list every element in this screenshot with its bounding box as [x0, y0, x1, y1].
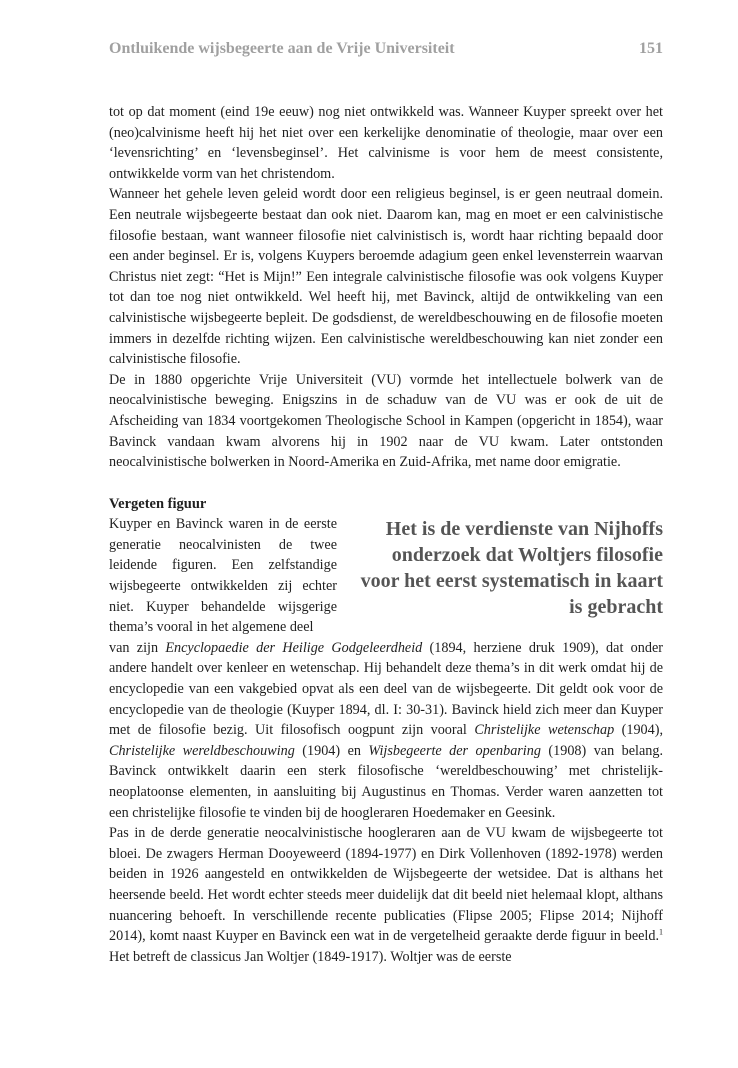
- article-body: [109, 102, 663, 967]
- paragraph-2: Wanneer het gehele leven geleid wordt door een religieus beginsel, is er geen neutraal domein. Een neutrale wijsbegeerte bestaat dan ook niet. Daarom kan, mag en moet er een calvinistische filosofie bestaan, want wanneer filosofie niet calvinistisch is, wordt haar richting bepaald door een ander beginsel. Er is, volgens Kuypers beroemde adagium geen enkel levensterrein waarvan Christus niet zegt: “Het is Mijn!” Een integrale calvinistische filosofie was ook volgens Kuyper tot dan toe nog niet ontwikkeld. Wel heeft hij, met Bavinck, altijd de ontwikkeling van een calvinistische wijsbegeerte bepleit. De godsdienst, de wereldbeschouwing en de filosofie moeten immers in dezelfde richting wijzen. Een calvinistische wereldbeschouwing kan niet zonder een calvinistische filosofie.: [109, 186, 663, 368]
- book-title: Wijsbegeerte der openbaring: [368, 742, 541, 759]
- text-run: Pas in de derde generatie neocalvinistische hoogleraren aan de VU kwam de wijsbegeerte tot bloei. De zwagers Herman Dooyeweerd (1894-1977) en Dirk Vollenhoven (1892-1978) werden beiden in 1926 aangesteld en ontwikkelden de Wijsbegeerte der wetsidee. Dat is althans het heersende beeld. Het wordt echter steeds meer duidelijk dat dit beeld niet helemaal klopt, althans nuancering behoeft. In verschillende recente publicaties (Flipse 2005; Flipse 2014; Nijhoff 2014), komt naast Kuyper en Bavinck een wat in de vergetelheid geraakte derde figuur in beeld.: [109, 825, 663, 945]
- pullquote: Het is de verdienste van Nijhoffs onderzoek dat Woltjers filosofie voor het eerst systematisch in kaart is gebracht: [360, 518, 663, 619]
- paragraph-1: tot op dat moment (eind 19e eeuw) nog niet ontwikkeld was. Wanneer Kuyper spreekt over het (neo)calvinisme heeft hij het niet over een kerkelijke denominatie of theologie, maar over een ‘levensrichting’ en ‘levensbeginsel’. Het calvinisme is voor hem de meest consistente, ontwikkelde vorm van het christendom.: [109, 104, 663, 182]
- book-title: Christelijke wetenschap: [474, 722, 615, 739]
- text-run: (1904),: [614, 722, 663, 739]
- book-title: Encyclopaedie der Heilige Godgeleerdheid: [165, 639, 423, 656]
- footnote-reference[interactable]: 1: [659, 927, 663, 937]
- paragraph-5: [109, 823, 663, 967]
- book-title: Christelijke wereldbeschouwing: [109, 742, 295, 759]
- paragraph-3: De in 1880 opgerichte Vrije Universiteit (VU) vormde het intellectuele bolwerk van de neocalvinistische beweging. Enigszins in de schaduw van de VU was er ook de uit de Afscheiding van 1834 voortgekomen Theologische School in Kampen (opgericht in 1854), waar Bavinck vandaan kwam alvorens hij in 1902 naar de VU kwam. Later ontstonden neocalvinistische bolwerken in Noord-Amerika en Zuid-Afrika, met name door emigratie.: [109, 371, 663, 471]
- running-title: Ontluikende wijsbegeerte aan de Vrije Universiteit: [109, 40, 455, 57]
- page-number: 151: [639, 40, 663, 57]
- paragraph-4-narrow: Kuyper en Bavinck waren in de eerste generatie neocalvinisten de twee leidende figuren. Een zelfstandige wijsbegeerte ontwikkelden zij echter niet. Kuyper behandelde wijsgerige thema’s vooral in het algemene deel: [109, 516, 337, 636]
- text-run: Het betreft de classicus Jan Woltjer (1849-1917). Woltjer was de eerste: [109, 948, 512, 965]
- text-run: (1894, herziene druk 1909), dat onder andere handelt over kenleer en wetenschap. Hij behandelt deze thema’s in dit werk omdat hij de encyclopedie van een vakgebied opvat als een deel van de wijsbegeerte. Dit geldt ook voor de encyclopedie van de theologie (Kuyper 1894, dl. I: 30-31). Bavinck hield zich meer dan Kuyper met de filosofie bezig. Uit filosofisch oogpunt zijn vooral: [109, 639, 663, 739]
- paragraph-4-continued: [109, 638, 663, 823]
- text-run: (1904) en: [294, 742, 369, 759]
- pullquote-block: [109, 514, 663, 638]
- text-run: (1908) van belang. Bavinck ontwikkelt daarin een sterk filosofische ‘wereldbeschouwing’ met christelijk-neoplatoonse elementen, in aansluiting bij Augustinus en Thomas. Verder waren aanzetten tot een christelijke filosofie te vinden bij de hoogleraren Hoedemaker en Geesink.: [109, 742, 663, 821]
- section-heading: Vergeten figuur: [109, 495, 207, 512]
- text-run: van zijn: [109, 639, 166, 656]
- running-head: [109, 40, 663, 58]
